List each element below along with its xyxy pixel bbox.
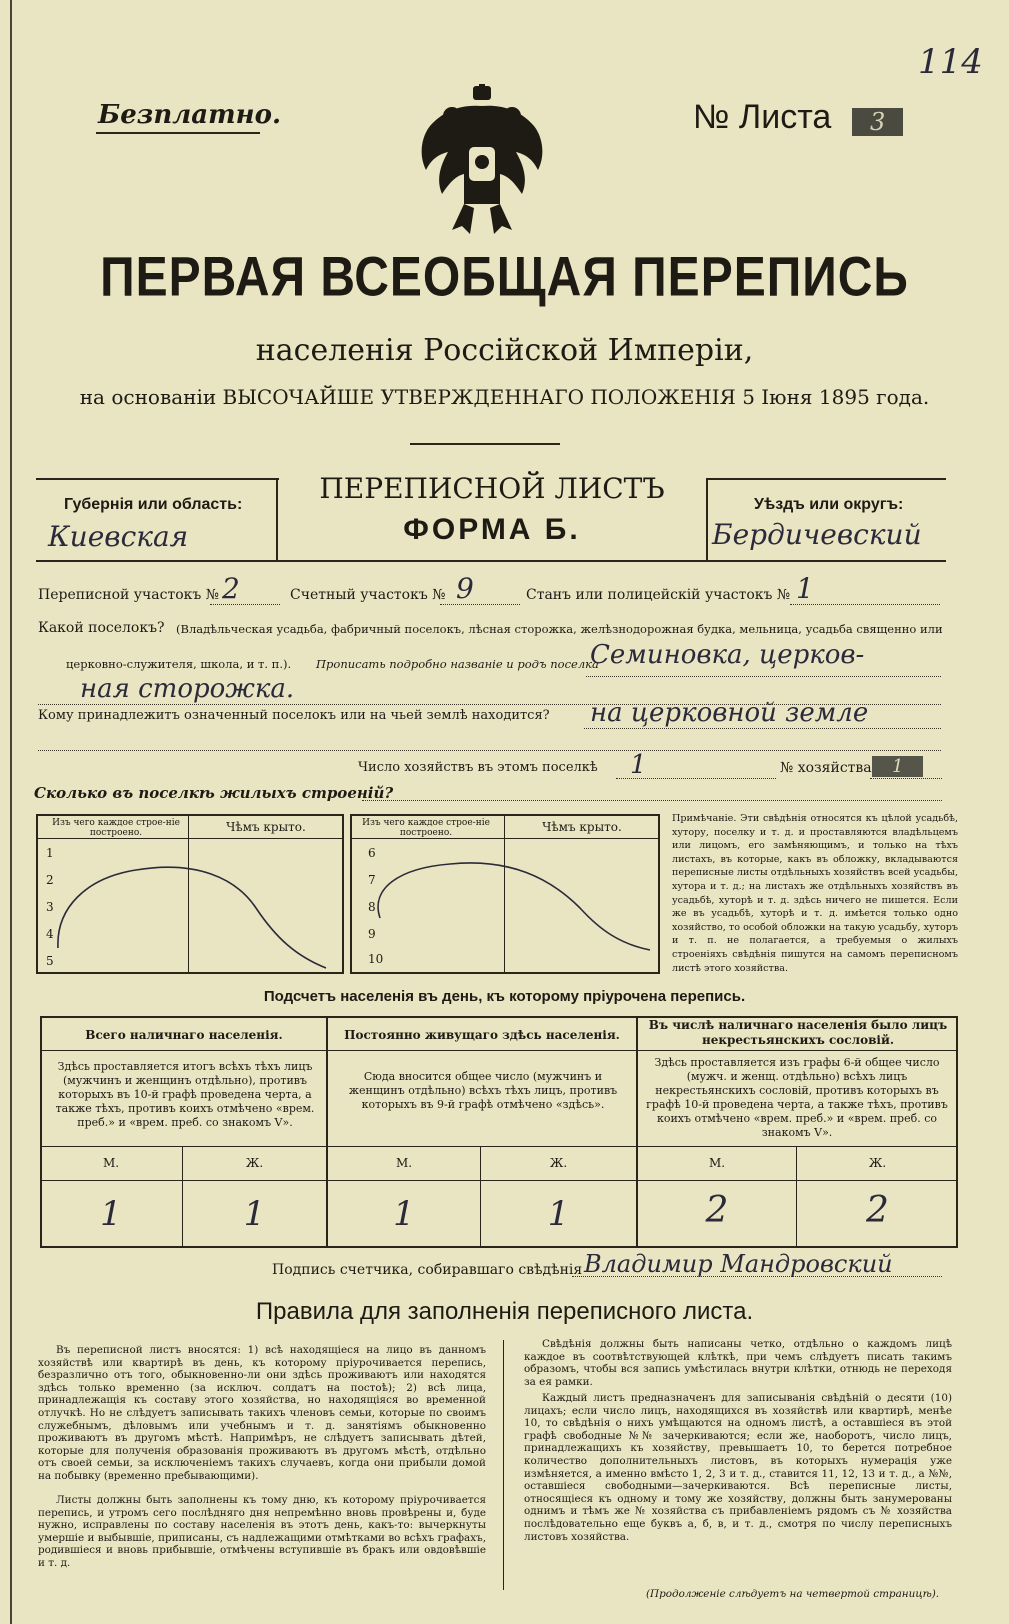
form-name: ФОРМА Б. [403, 513, 581, 546]
buildings-left-row-2: 2 [46, 873, 54, 887]
page-subtitle: населенія Россійской Имперіи, [255, 333, 754, 368]
buildings-right-row-10: 10 [368, 952, 384, 966]
buildings-left-row-1: 1 [46, 846, 54, 860]
households-value: 1 [630, 750, 647, 780]
counting-district-label: Счетный участокъ № [290, 587, 446, 603]
count-value-nonpeasant-f: 2 [866, 1190, 889, 1231]
counting-district-rule [440, 604, 520, 605]
settlement-label: Какой поселокъ? [38, 620, 165, 636]
buildings-left-strikeout [36, 838, 344, 974]
stan-rule [790, 604, 940, 605]
count-f-label-3: Ж. [868, 1156, 887, 1170]
census-district-label: Переписной участокъ № [38, 587, 219, 603]
owner-value: на церковной земле [590, 698, 869, 728]
buildings-right-row-9: 9 [368, 927, 376, 941]
note-text: Примѣчаніе. Эти свѣдѣнія относятся къ цѣлой усадьбѣ, хутору, поселку и т. д. и проставляются владѣльцемъ или лицомъ, его замѣняющимъ, и только на тѣхъ листахъ, въ которые, какъ въ обложку, вкладываются переписные листы отдѣльныхъ хозяйствъ всей усадьбы, хутора и т. д.; на листахъ же отдѣльныхъ хозяйствъ въ усадьбѣ, хуторѣ и т. д. здѣсь ничего не пишется. Если же въ усадьбѣ, хуторѣ и т. д. имѣется только одно хозяйство, то особой обложки на такую усадьбу, хуторъ и т. п. не полагается, а требуемыя о жилыхъ строеніяхъ свѣдѣнія пишутся на самомъ переписномъ листѣ этого хозяйства. [672, 813, 958, 974]
counting-district-value: 9 [456, 572, 474, 605]
buildings-right-col1: Изъ чего каждое строе-ніе построено. [362, 818, 490, 838]
form-band-divider-right [706, 478, 708, 560]
rules-continuation: (Продолженіе слѣдуетъ на четвертой страницѣ). [646, 1588, 940, 1600]
count-col1-desc: Здѣсь проставляется итогъ всѣхъ тѣхъ лицъ (мужчинъ и женщинъ отдѣльно), противъ которыхъ въ 10-й графѣ проведена черта, а также тѣхъ, противъ коихъ отмѣчено «врем. преб.» и «врем. преб. со знакомъ V». [55, 1060, 315, 1129]
buildings-left-row-4: 4 [46, 927, 54, 941]
buildings-right-row-7: 7 [368, 873, 376, 887]
guberniya-label: Губернія или область: [64, 496, 243, 513]
buildings-left-col2: Чѣмъ крыто. [226, 820, 306, 834]
rules-left-p2: Листы должны быть заполнены къ тому дню, къ которому пріурочивается перепись, и утромъ сего послѣдняго дня непремѣнно вновь провѣрены и, буде нужно, исправлены по составу населенія въ этотъ день, какъ-то: вычеркнуты умершіе и выбывшіе, приписаны, съ надлежащими отмѣтками во всѣхъ графахъ, родившіеся и вновь прибывшіе, отмѣчены вступившіе въ бракъ или овдовѣвшіе и т. д. [38, 1494, 486, 1569]
count-m-label-3: М. [708, 1156, 726, 1170]
signature-value: Владимир Мандровский [584, 1250, 893, 1278]
uezd-value: Бердичевский [712, 518, 922, 551]
form-band-top-right [708, 478, 946, 480]
buildings-label: Сколько въ поселкѣ жилыхъ строеній? [34, 784, 394, 802]
households-rule [616, 778, 776, 779]
census-district-value: 2 [222, 572, 240, 605]
free-label-underline [96, 132, 260, 134]
settlement-value-2: ная сторожка. [80, 674, 295, 704]
stan-label: Станъ или полицейскій участокъ № [526, 587, 791, 603]
free-label: Безплатно. [98, 100, 281, 130]
signature-label: Подпись счетчика, собиравшаго свѣдѣнія [272, 1262, 583, 1278]
buildings-right-strikeout [350, 838, 660, 974]
sheet-number-value: 3 [852, 108, 903, 136]
count-mf-bottom [40, 1180, 958, 1181]
page-basis: на основаніи ВЫСОЧАЙШЕ УТВЕРЖДЕННАГО ПОЛОЖЕНІЯ 5 Іюня 1895 года. [79, 385, 930, 409]
settlement-value-1: Семиновка, церков- [590, 640, 865, 670]
count-value-nonpeasant-m: 2 [705, 1190, 729, 1231]
count-value-permanent-m: 1 [393, 1194, 415, 1234]
owner-rule-1 [584, 728, 941, 729]
count-head-rule-3 [636, 1050, 958, 1051]
guberniya-value: Киевская [48, 520, 189, 553]
rules-title: Правила для заполненія переписного листа. [255, 1298, 754, 1325]
household-no-rule [870, 778, 942, 779]
household-no-label: № хозяйства [780, 760, 872, 776]
sheet-title: ПЕРЕПИСНОЙ ЛИСТЪ [319, 472, 665, 505]
buildings-left-row-5: 5 [46, 954, 54, 968]
sheet-number-label: № Листа [693, 98, 832, 136]
count-value-total-f: 1 [243, 1194, 266, 1234]
count-value-permanent-f: 1 [547, 1194, 570, 1234]
count-col1-head: Всего наличнаго населенія. [85, 1028, 283, 1042]
rules-right-p2: Каждый листъ предназначенъ для записыванія свѣдѣній о десяти (10) лицахъ; если число лицъ, находящихся въ хозяйствѣ или квартирѣ, менѣе 10, то свѣдѣнія о нихъ умѣщаются на одномъ листѣ, а оставшіеся въ этой графѣ свободные №№ зачеркиваются; если же, наоборотъ, число лицъ, принадлежащихъ къ хозяйству, превышаетъ 10, то берется потребное количество дополнительныхъ листовъ, въ которыхъ нумерація уже измѣняется, а именно вмѣсто 1, 2, 3 и т. д., ставится 11, 12, 13 и т. д., а №№, оставшіеся свободными—зачеркиваются. Всѣ переписные листы, относящіеся къ одному и тому же хозяйству, должны быть занумерованы однимъ и тѣмъ же № хозяйства съ прибавленіемъ рядомъ съ № хозяйства послѣдовательно еще буквъ а, б, в, и т. д., смотря по числу переписныхъ листовъ хозяйства. [524, 1392, 952, 1543]
page-left-edge [10, 0, 12, 1624]
buildings-right-col2: Чѣмъ крыто. [542, 820, 622, 834]
rules-column-divider [503, 1340, 504, 1590]
count-col3-desc: Здѣсь проставляется изъ графы 6-й общее число (мужч. и женщ. отдѣльно) всѣхъ лицъ некрестьянскихъ сословій, противъ которыхъ въ графѣ 10-й проведена черта, а также тѣхъ, противъ коихъ отмѣчено «врем. преб.» и «врем. преб. со знакомъ V». [646, 1056, 948, 1139]
count-head-rule-1 [40, 1050, 327, 1051]
owner-rule-2 [38, 750, 941, 751]
count-col3-head: Въ числѣ наличнаго населенія было лицъ некрестьянскихъ сословій. [648, 1018, 948, 1047]
owner-label: Кому принадлежитъ означенный поселокъ или на чьей землѣ находится? [38, 708, 550, 723]
count-f-label-1: Ж. [245, 1156, 264, 1170]
count-head-rule-2 [326, 1050, 637, 1051]
title-divider [410, 443, 560, 445]
buildings-right-row-6: 6 [368, 846, 376, 860]
settlement-hint-1: (Владѣльческая усадьба, фабричный поселокъ, лѣсная сторожка, желѣзнодорожная будка, мельница, усадьба священно или [176, 622, 943, 636]
settlement-hint-3: Прописать подробно названіе и родъ поселка [316, 657, 599, 671]
double-headed-eagle-icon [412, 84, 552, 242]
settlement-rule-1 [586, 676, 941, 677]
stan-value: 1 [796, 572, 814, 605]
buildings-left-row-3: 3 [46, 900, 54, 914]
count-mf-top [40, 1146, 958, 1147]
count-title: Подсчетъ населенія въ день, къ которому пріурочена перепись. [263, 988, 746, 1005]
uezd-label: Уѣздъ или округъ: [754, 496, 904, 513]
signature-rule [572, 1276, 942, 1277]
buildings-right-row-8: 8 [368, 900, 376, 914]
count-value-total-m: 1 [100, 1194, 122, 1234]
rules-right-p1: Свѣдѣнія должны быть написаны четко, отдѣльно о каждомъ лицѣ каждое въ соотвѣтствующей клѣткѣ, при чемъ слѣдуетъ писать такимъ образомъ, чтобы вся запись умѣстилась внутри клѣтки, отнюдь не переходя за ея рамки. [524, 1338, 952, 1388]
page-title: ПЕРВАЯ ВСЕОБЩАЯ ПЕРЕПИСЬ [100, 247, 909, 308]
count-m-label-1: М. [102, 1156, 120, 1170]
archive-page-number: 114 [918, 42, 983, 82]
household-no-value: 1 [872, 756, 923, 777]
households-label: Число хозяйствъ въ этомъ поселкѣ [358, 760, 598, 775]
settlement-hint-2: церковно-служителя, школа, и т. п.). [66, 657, 292, 671]
form-band-bottom [36, 560, 946, 562]
buildings-left-col1: Изъ чего каждое строе-ніе построено. [52, 818, 180, 838]
buildings-rule [362, 800, 942, 801]
census-district-rule [210, 604, 280, 605]
count-col2-desc: Сюда вносится общее число (мужчинъ и женщинъ отдѣльно) всѣхъ тѣхъ лицъ, противъ которыхъ въ 9-й графѣ отмѣчено «здѣсь». [348, 1070, 618, 1111]
form-band-top [36, 478, 279, 480]
count-col2-head: Постоянно живущаго здѣсь населенія. [344, 1028, 620, 1042]
rules-left-p1: Въ переписной листъ вносятся: 1) всѣ находящіеся на лицо въ данномъ хозяйствѣ или квартирѣ въ день, къ которому пріурочивается перепись, безразлично отъ того, обыкновенно-ли они здѣсь проживаютъ или находятся здѣсь только временно (за исключ. солдатъ на постоѣ); 2) всѣ лица, принадлежащія къ составу этого хозяйства, но находящіяся во временной отлучкѣ. Но не слѣдуетъ записывать такихъ членовъ семьи, которые по своимъ служебнымъ, дѣловымъ или учебнымъ и т. д. занятіямъ обыкновенно проживаютъ въ другомъ мѣстѣ. Напримѣръ, не слѣдуетъ записывать дѣтей, которые для полученія образованія проживаютъ въ другомъ мѣстѣ, отдѣльно отъ своей семьи, за исключеніемъ такихъ случаевъ, когда они прибыли домой на побывку (временно пребывающими). [38, 1344, 486, 1482]
count-m-label-2: М. [395, 1156, 413, 1170]
count-f-label-2: Ж. [549, 1156, 568, 1170]
